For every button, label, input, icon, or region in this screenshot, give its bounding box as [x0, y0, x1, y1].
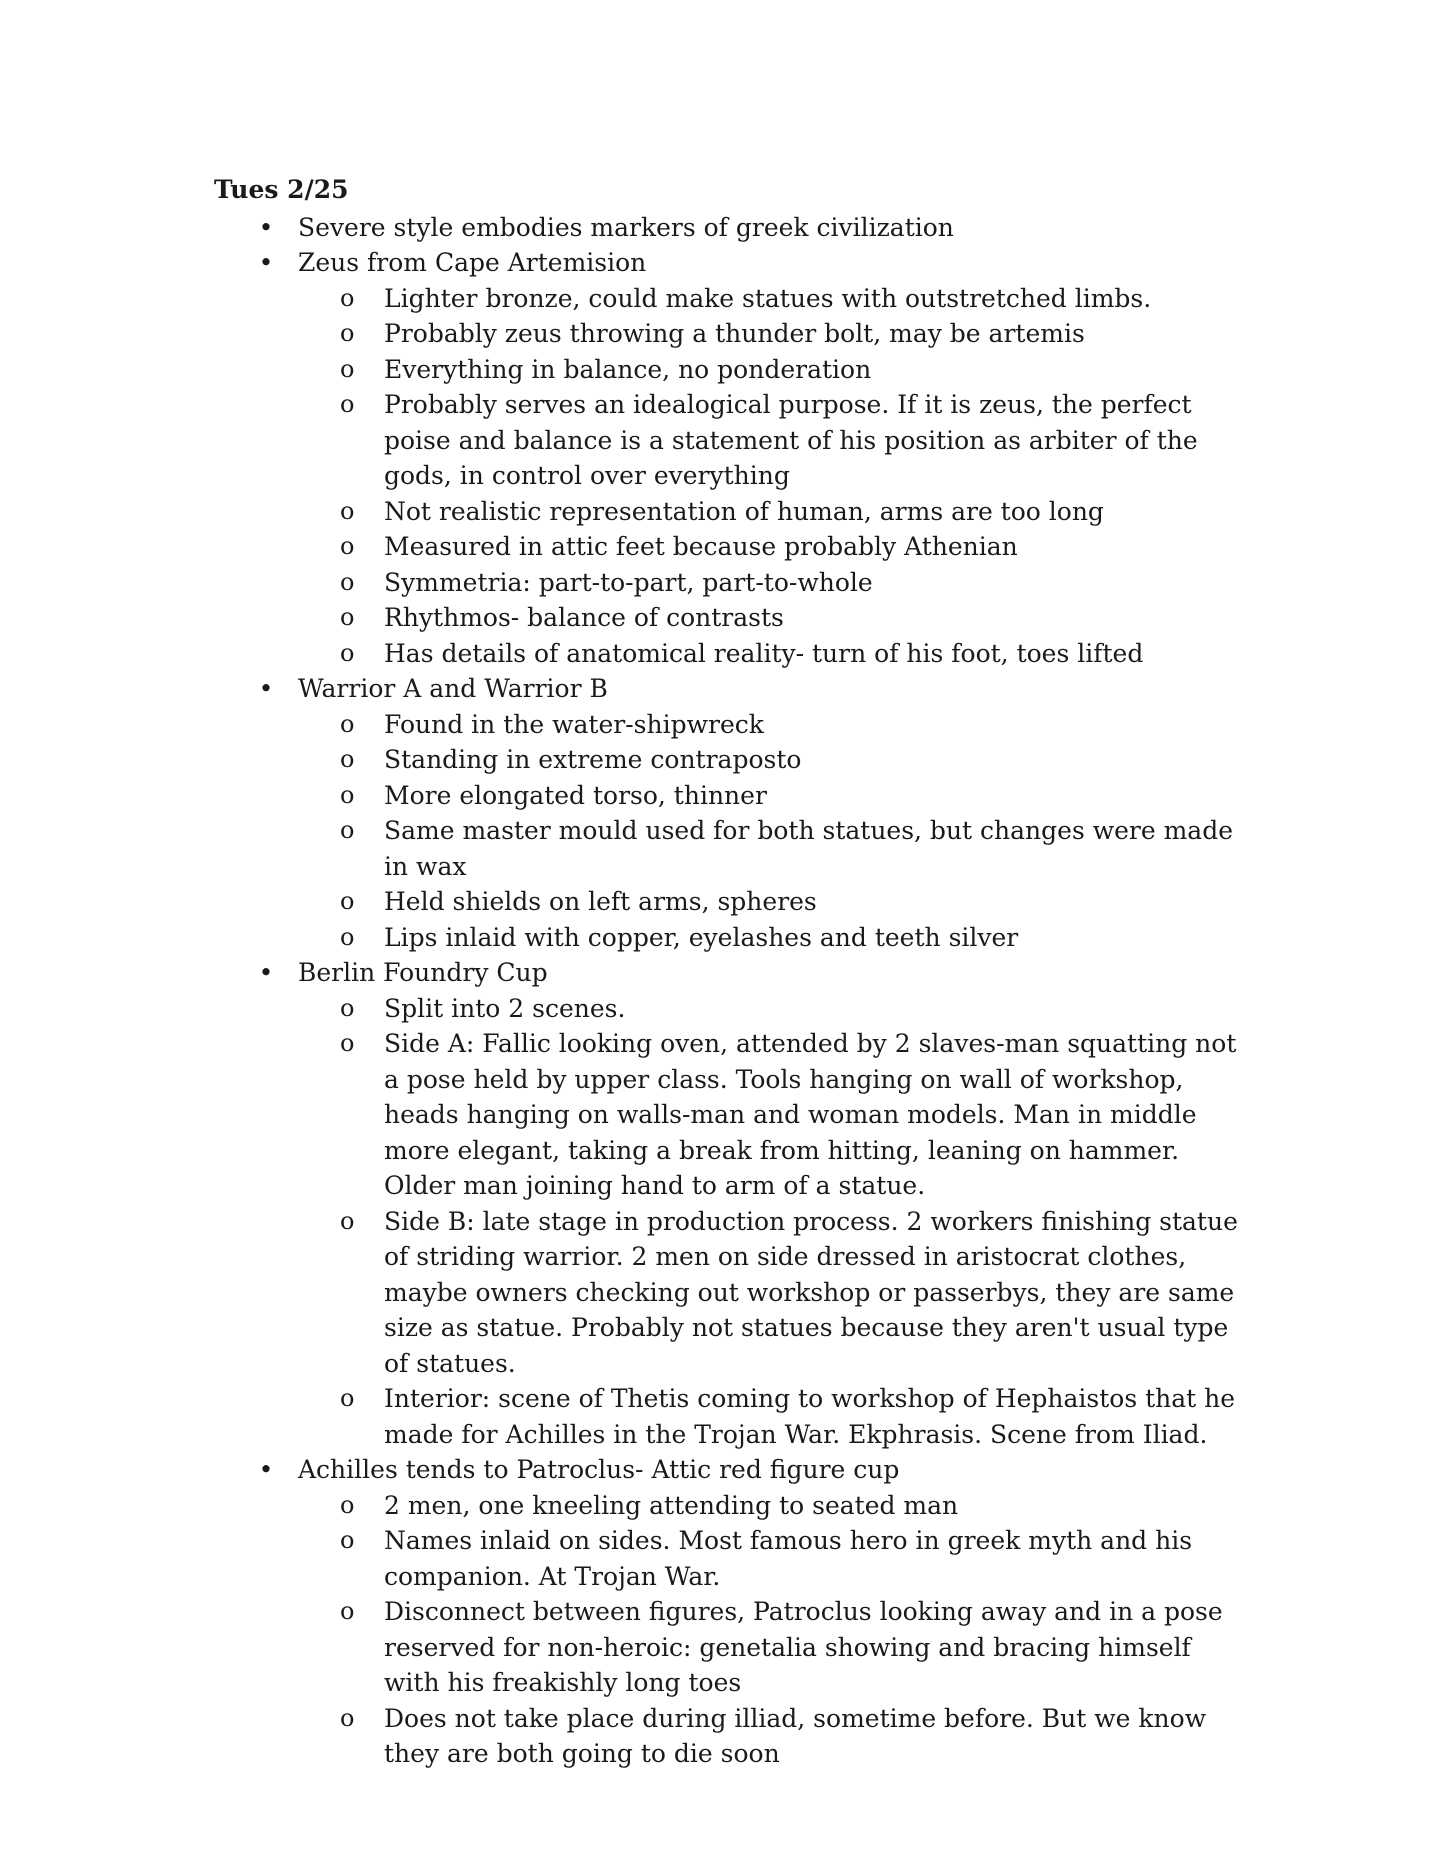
- bullet-dot-icon: •: [258, 674, 274, 703]
- sub-list-item-text: Same master mould used for both statues, but changes were made in wax: [384, 816, 1234, 881]
- bullet-dot-icon: •: [258, 958, 274, 987]
- bullet-circle-icon: o: [340, 1703, 355, 1732]
- bullet-circle-icon: o: [340, 1526, 355, 1554]
- sub-list-item-text: Held shields on left arms, spheres: [384, 887, 817, 916]
- bullet-circle-icon: o: [340, 922, 355, 951]
- bullet-circle-icon: o: [340, 354, 355, 383]
- sub-list-item: [214, 1488, 1244, 1524]
- sub-list: [298, 1488, 1244, 1772]
- sub-list-item: [214, 1594, 1244, 1701]
- sub-list-item-text: Found in the water-shipwreck: [384, 709, 764, 739]
- list-item-text: Achilles tends to Patroclus- Attic red figure cup: [298, 1455, 900, 1484]
- sub-list: [298, 707, 1244, 956]
- bullet-circle-icon: o: [340, 603, 355, 631]
- list-item: [214, 671, 1244, 955]
- list-item-text: Zeus from Cape Artemision: [298, 248, 647, 277]
- sub-list-item: [214, 813, 1244, 884]
- sub-list-item-text: 2 men, one kneeling attending to seated man: [384, 1490, 959, 1520]
- bullet-circle-icon: o: [340, 1206, 355, 1235]
- sub-list-item-text: Everything in balance, no ponderation: [384, 354, 872, 384]
- sub-list-item: [214, 600, 1244, 636]
- sub-list-item: [214, 352, 1244, 388]
- bullet-circle-icon: o: [340, 993, 355, 1022]
- sub-list-item-text: Interior: scene of Thetis coming to workshop of Hephaistos that he made for Achilles in the Trojan War. Ekphrasis. Scene from Iliad.: [384, 1384, 1236, 1449]
- bullet-circle-icon: o: [340, 745, 355, 773]
- list-item: [214, 210, 1244, 246]
- bullet-circle-icon: o: [340, 496, 355, 525]
- list-item: [214, 955, 1244, 1452]
- notes-document: [214, 172, 1244, 1772]
- bullet-circle-icon: o: [340, 319, 355, 347]
- sub-list-item-text: Probably zeus throwing a thunder bolt, may be artemis: [384, 319, 1085, 348]
- sub-list-item-text: More elongated torso, thinner: [384, 780, 767, 810]
- bullet-circle-icon: o: [340, 709, 355, 738]
- bullet-circle-icon: o: [340, 780, 355, 809]
- bullet-circle-icon: o: [340, 887, 355, 915]
- list-item: [214, 1452, 1244, 1772]
- list-item: [214, 245, 1244, 671]
- sub-list-item-text: Disconnect between figures, Patroclus looking away and in a pose reserved for non-heroic: genetalia showing and bracing himself with his freakishly long toes: [384, 1597, 1223, 1697]
- sub-list-item-text: Not realistic representation of human, arms are too long: [384, 496, 1104, 526]
- bullet-circle-icon: o: [340, 638, 355, 667]
- sub-list-item-text: Names inlaid on sides. Most famous hero in greek myth and his companion. At Trojan War.: [384, 1526, 1193, 1591]
- document-title: Tues 2/25: [214, 175, 349, 204]
- bullet-circle-icon: o: [340, 1597, 355, 1625]
- sub-list-item: [214, 778, 1244, 814]
- sub-list-item: [214, 387, 1244, 494]
- sub-list-item-text: Measured in attic feet because probably Athenian: [384, 532, 1018, 561]
- sub-list-item-text: Lips inlaid with copper, eyelashes and teeth silver: [384, 922, 1019, 952]
- sub-list-item-text: Side A: Fallic looking oven, attended by 2 slaves-man squatting not a pose held by upper class. Tools hanging on wall of workshop, heads hanging on walls-man and woman models. Man in middle more elegant, taking a break from hitting, leaning on hammer. Older man joining hand to arm of a statue.: [384, 1029, 1237, 1200]
- bullet-dot-icon: •: [258, 248, 274, 277]
- sub-list-item: [214, 636, 1244, 672]
- bullet-circle-icon: o: [340, 1029, 355, 1057]
- sub-list-item: [214, 494, 1244, 530]
- sub-list-item: [214, 742, 1244, 778]
- bullet-circle-icon: o: [340, 567, 355, 596]
- bullet-circle-icon: o: [340, 390, 355, 418]
- sub-list-item-text: Symmetria: part-to-part, part-to-whole: [384, 567, 873, 597]
- sub-list-item: [214, 884, 1244, 920]
- bullet-circle-icon: o: [340, 1490, 355, 1519]
- list-item-text: Berlin Foundry Cup: [298, 958, 548, 987]
- sub-list-item-text: Does not take place during illiad, sometime before. But we know they are both going to die soon: [384, 1703, 1207, 1768]
- sub-list-item-text: Standing in extreme contraposto: [384, 745, 802, 774]
- sub-list-item: [214, 991, 1244, 1027]
- sub-list-item: [214, 565, 1244, 601]
- sub-list-item-text: Rhythmos- balance of contrasts: [384, 603, 784, 632]
- sub-list-item: [214, 529, 1244, 565]
- list-item-text: Severe style embodies markers of greek civilization: [298, 212, 954, 242]
- notes-list: [214, 210, 1244, 1772]
- sub-list-item-text: Probably serves an idealogical purpose. If it is zeus, the perfect poise and balance is a statement of his position as arbiter of the gods, in control over everything: [384, 390, 1198, 490]
- bullet-circle-icon: o: [340, 1384, 355, 1412]
- sub-list-item: [214, 1381, 1244, 1452]
- sub-list-item: [214, 920, 1244, 956]
- bullet-dot-icon: •: [258, 212, 274, 242]
- sub-list-item-text: Split into 2 scenes.: [384, 993, 626, 1023]
- list-item-text: Warrior A and Warrior B: [298, 674, 608, 703]
- bullet-dot-icon: •: [258, 1455, 274, 1484]
- sub-list-item-text: Lighter bronze, could make statues with outstretched limbs.: [384, 283, 1152, 313]
- bullet-circle-icon: o: [340, 816, 355, 844]
- sub-list-item-text: Side B: late stage in production process. 2 workers finishing statue of striding warrior. 2 men on side dressed in aristocrat clothes, maybe owners checking out workshop or passerbys, they are same size as statue. Probably not statues because they aren't usual type of statues.: [384, 1206, 1238, 1378]
- sub-list-item: [214, 1204, 1244, 1382]
- sub-list: [298, 991, 1244, 1453]
- sub-list-item-text: Has details of anatomical reality- turn of his foot, toes lifted: [384, 638, 1144, 668]
- bullet-circle-icon: o: [340, 283, 355, 312]
- sub-list-item: [214, 707, 1244, 743]
- sub-list-item: [214, 1523, 1244, 1594]
- sub-list-item: [214, 281, 1244, 317]
- sub-list-item: [214, 1026, 1244, 1204]
- bullet-circle-icon: o: [340, 532, 355, 560]
- sub-list-item: [214, 316, 1244, 352]
- sub-list-item: [214, 1701, 1244, 1772]
- sub-list: [298, 281, 1244, 672]
